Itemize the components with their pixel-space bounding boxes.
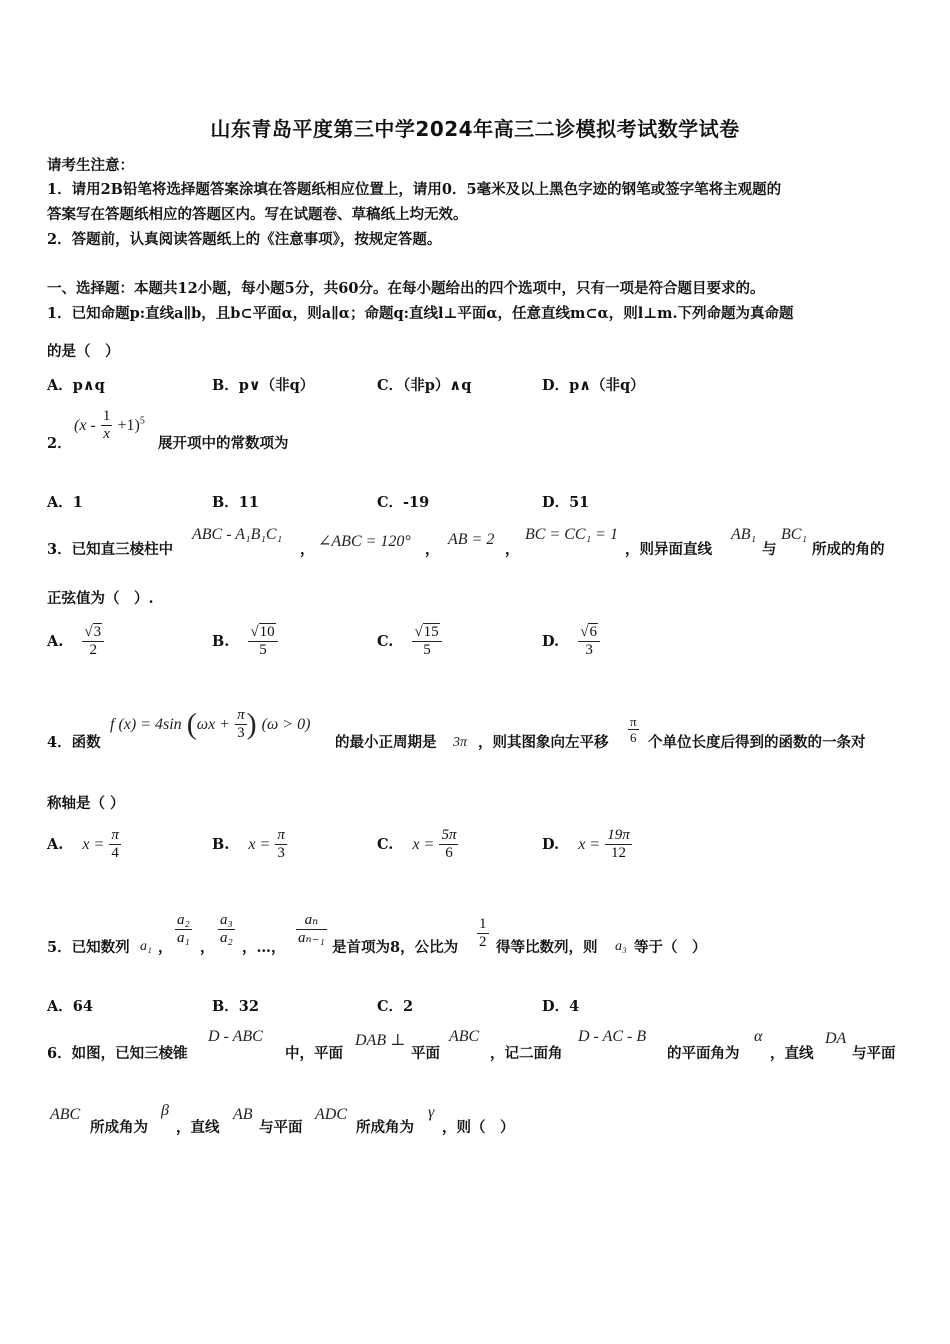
q4-lead: 4．函数 <box>47 734 101 751</box>
q4-option-a <box>47 827 121 862</box>
q3-tail: 所成的角的 <box>812 541 885 558</box>
q3-line-ab1: AB₁ <box>731 526 757 543</box>
q3-prism: ABC - A₁B₁C₁ <box>192 526 283 543</box>
q6-t8: ，直线 <box>176 1119 220 1136</box>
q3-option-d <box>542 624 600 659</box>
q5-frac-3 <box>296 912 327 947</box>
q4-shift <box>628 714 639 745</box>
q5-ratio <box>477 916 489 951</box>
q1-stem: 1．已知命题p:直线a∥b，且b⊂平面α，则a∥α；命题q:直线l⊥平面α，任意直线m⊂α，则l⊥m.下列命题为真命题 <box>47 305 794 322</box>
q4-period: 3π <box>453 735 468 750</box>
q4-option-d <box>542 827 632 862</box>
q6-plane-adc: ADC <box>315 1106 347 1123</box>
q5-frac-2-num: a₃ <box>220 912 233 928</box>
notice-heading: 请考生注意： <box>47 157 134 174</box>
q3-option-d-label: D. <box>542 633 560 650</box>
q4-option-c-x: x = <box>412 836 435 853</box>
q5-option-c: C．2 <box>377 998 414 1015</box>
q4-option-b-frac <box>275 827 287 862</box>
q2-fraction <box>101 408 113 443</box>
q4-stem-2: 称轴是（ ） <box>47 795 125 812</box>
q5-frac-3-num: aₙ <box>296 912 327 930</box>
q2-expr-right: +1) <box>117 417 140 434</box>
q4-shift-den: 6 <box>630 730 637 745</box>
q4-frac-num: π <box>237 707 245 723</box>
q3-sep-2: ， <box>425 541 440 558</box>
q6-dihedral: D - AC - B <box>578 1028 647 1045</box>
q3-bc: BC = CC₁ = 1 <box>525 526 618 543</box>
q5-ratio-den: 2 <box>479 934 487 950</box>
q4-option-c-label: C. <box>377 836 394 853</box>
q3-option-b-value: $\frac{√10}{5}$ <box>248 624 277 659</box>
q5-dots: ，…， <box>242 939 286 956</box>
q2-stem: 展开项中的常数项为 <box>158 435 289 452</box>
q3-ab: AB = 2 <box>448 531 495 548</box>
q4-option-d-x: x = <box>578 836 601 853</box>
notice-line-2: 2．答题前，认真阅读答题纸上的《注意事项》，按规定答题。 <box>47 231 442 248</box>
q3-angle: ∠ABC = 120° <box>318 533 411 550</box>
q5-frac-3-den: aₙ₋₁ <box>298 930 325 946</box>
q5-lead: 5．已知数列 <box>47 939 130 956</box>
q6-plane-abc-2: ABC <box>50 1106 81 1123</box>
q6-alpha: α <box>754 1028 763 1045</box>
q5-comma-1: ， <box>158 939 173 956</box>
q6-lead: 6．如图，已知三棱锥 <box>47 1045 188 1062</box>
q6-t10: 所成角为 <box>356 1119 414 1136</box>
q4-paren-close: ) <box>246 707 257 741</box>
q3-mid: ，则异面直线 <box>625 541 712 558</box>
q3-option-a <box>47 624 104 659</box>
q4-option-d-num: 19π <box>607 827 630 843</box>
q6-line-da: DA <box>825 1030 847 1047</box>
q3-option-a-label: A. <box>47 633 64 650</box>
q5-option-a: A．64 <box>47 998 93 1015</box>
q5-frac-1 <box>175 912 192 947</box>
q2-frac-num: 1 <box>102 408 111 424</box>
q2-expr-left: (x - <box>74 417 96 434</box>
q5-frac-2-den: a₂ <box>220 930 233 946</box>
q1-option-a: A．p∧q <box>47 377 105 394</box>
q4-option-a-den: 4 <box>111 845 119 861</box>
q3-option-c-label: C. <box>377 633 394 650</box>
q6-line-ab: AB <box>233 1106 253 1123</box>
q2-option-a: A．1 <box>47 494 83 511</box>
q5-frac-2 <box>218 912 235 947</box>
q4-option-d-frac <box>605 827 632 862</box>
q4-function <box>110 707 310 742</box>
q4-option-c-frac <box>439 827 458 862</box>
q6-t6: 与平面 <box>852 1045 896 1062</box>
q3-option-b <box>212 624 278 659</box>
q4-shift-num: π <box>630 714 637 729</box>
q5-a1: a₁ <box>140 939 152 954</box>
q3-option-c-value: $\frac{√15}{5}$ <box>412 624 441 659</box>
q4-option-a-frac <box>109 827 121 862</box>
q2-expression <box>74 408 145 443</box>
q4-option-b-label: B. <box>212 836 230 853</box>
q6-t2: 平面 <box>411 1045 440 1062</box>
q4-option-b-x: x = <box>248 836 271 853</box>
q6-t4: 的平面角为 <box>667 1045 740 1062</box>
q4-shift-fraction <box>628 714 639 745</box>
notice-line-1b: 答案写在答题纸相应的答题区内。写在试题卷、草稿纸上均无效。 <box>47 206 468 223</box>
q5-frac-3-inner <box>296 912 327 947</box>
q4-option-d-den: 12 <box>610 845 626 861</box>
q6-t9: 与平面 <box>259 1119 303 1136</box>
q3-yu: 与 <box>762 541 777 558</box>
q5-option-b: B．32 <box>212 998 259 1015</box>
q4-option-c-num: 5π <box>441 827 457 843</box>
q4-option-b <box>212 827 287 862</box>
notice-line-1: 1．请用2B铅笔将选择题答案涂填在答题纸相应位置上，请用0．5毫米及以上黑色字迹的钢笔或签字笔将主观题的 <box>47 181 782 198</box>
q5-option-d: D．4 <box>542 998 580 1015</box>
q3-sep-3: ， <box>505 541 520 558</box>
q4-tail: 个单位长度后得到的函数的一条对 <box>648 734 866 751</box>
q4-option-a-num: π <box>111 827 119 843</box>
q3-option-d-den: 3 <box>585 642 593 658</box>
q4-option-c-den: 6 <box>445 845 453 861</box>
q5-a3: a₃ <box>615 939 627 954</box>
q3-option-a-radicand: 3 <box>93 624 102 640</box>
q1-stem-2: 的是（ ） <box>47 343 120 360</box>
q5-frac-1-num: a₂ <box>177 912 190 928</box>
q3-option-c-den: 5 <box>423 642 431 658</box>
q2-option-c: C．-19 <box>377 494 430 511</box>
q3-option-b-radicand: 10 <box>259 624 275 640</box>
q3-lead: 3．已知直三棱柱中 <box>47 541 174 558</box>
q4-condition: (ω > 0) <box>261 716 311 733</box>
q3-sep-1: ， <box>300 541 315 558</box>
q4-mid: 的最小正周期是 <box>335 734 437 751</box>
q5-comma-2: ， <box>200 939 215 956</box>
q4-paren-open: ( <box>186 707 197 741</box>
q3-option-b-label: B. <box>212 633 230 650</box>
q2-number: 2． <box>47 435 72 452</box>
q6-plane-abc: ABC <box>449 1028 480 1045</box>
q4-option-d-label: D. <box>542 836 560 853</box>
q4-f-left: f (x) = 4sin <box>110 716 182 733</box>
q3-option-d-radicand: 6 <box>589 624 597 640</box>
q2-frac-den: x <box>103 426 110 442</box>
q5-frac-2-inner <box>218 912 235 947</box>
q1-option-c: C．（非p）∧q <box>377 377 472 394</box>
q3-option-a-den: 2 <box>89 642 98 658</box>
q4-option-b-den: 3 <box>277 845 285 861</box>
q5-ratio-num: 1 <box>479 916 487 932</box>
q6-t1: 中，平面 <box>285 1045 343 1062</box>
q3-option-b-den: 5 <box>259 642 267 658</box>
q4-f-inner: ωx + <box>196 716 230 733</box>
q5-mid-2: 得等比数列，则 <box>496 939 598 956</box>
q3-line-bc1: BC₁ <box>781 526 808 543</box>
q4-fraction <box>235 707 247 742</box>
q6-plane-dab: DAB ⊥ <box>355 1032 406 1049</box>
q5-tail: 等于（ ） <box>634 939 707 956</box>
q4-option-a-label: A. <box>47 836 64 853</box>
q1-option-b: B．p∨（非q） <box>212 377 315 394</box>
q2-option-d: D．51 <box>542 494 590 511</box>
q4-option-a-x: x = <box>82 836 105 853</box>
q6-gamma: γ <box>428 1104 435 1121</box>
q3-stem-2: 正弦值为（ ）. <box>47 590 154 607</box>
q4-frac-den: 3 <box>237 725 245 741</box>
q4-mid-2: ，则其图象向左平移 <box>478 734 609 751</box>
q6-pyramid: D - ABC <box>208 1028 263 1045</box>
q5-ratio-inner <box>477 916 489 951</box>
q2-exponent: 5 <box>139 415 145 427</box>
q1-option-d: D．p∧（非q） <box>542 377 645 394</box>
section-heading: 一、选择题：本题共12小题，每小题5分，共60分。在每小题给出的四个选项中，只有一项是符合题目要求的。 <box>47 280 765 297</box>
page-title: 山东青岛平度第三中学2024年高三二诊模拟考试数学试卷 <box>210 117 740 141</box>
q5-mid: 是首项为8，公比为 <box>332 939 459 956</box>
q5-frac-1-inner <box>175 912 192 947</box>
q4-option-c <box>377 827 458 862</box>
q3-option-a-value: $\frac{√3}{2}$ <box>82 624 104 659</box>
q4-option-b-num: π <box>277 827 285 843</box>
q6-t11: ，则（ ） <box>442 1119 515 1136</box>
q6-t5: ，直线 <box>770 1045 814 1062</box>
q6-beta: β <box>161 1102 169 1119</box>
q6-t7: 所成角为 <box>90 1119 148 1136</box>
q5-frac-1-den: a₁ <box>177 930 190 946</box>
q6-t3: ，记二面角 <box>490 1045 563 1062</box>
q3-option-c <box>377 624 442 659</box>
q3-option-c-radicand: 15 <box>423 624 439 640</box>
q3-option-d-value: $\frac{√6}{3}$ <box>578 624 600 659</box>
q2-option-b: B．11 <box>212 494 259 511</box>
